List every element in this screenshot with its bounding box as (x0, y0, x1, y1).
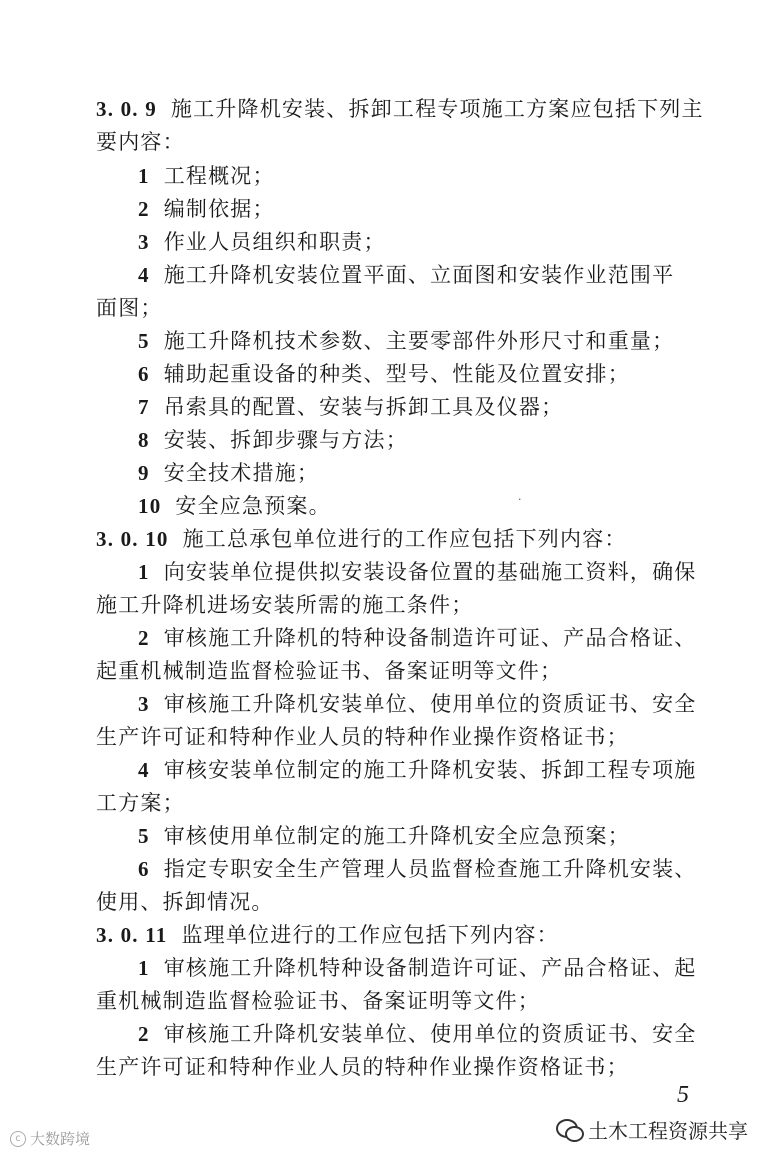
item-text: 编制依据； (163, 197, 275, 221)
list-item (138, 230, 718, 254)
item-text: 审核施工升降机的特种设备制造许可证、产品合格证、 (163, 626, 697, 650)
list-item-continuation (96, 593, 716, 617)
item-number: 9 (138, 461, 150, 485)
item-number: 8 (138, 428, 150, 452)
item-number: 1 (138, 956, 150, 980)
item-number: 1 (138, 164, 150, 188)
item-text: 施工升降机安装位置平面、立面图和安装作业范围平 (163, 263, 675, 287)
item-number: 5 (138, 329, 150, 353)
list-item (138, 692, 718, 716)
item-text: 作业人员组织和职责； (163, 230, 386, 254)
list-item (138, 461, 718, 485)
scan-speck: · (518, 493, 522, 506)
item-text: 指定专职安全生产管理人员监督检查施工升降机安装、 (163, 857, 697, 881)
clause-3-0-9-line-1 (96, 97, 716, 121)
item-text: 施工升降机技术参数、主要零部件外形尺寸和重量； (163, 329, 675, 353)
item-number: 5 (138, 824, 150, 848)
item-text: 工方案； (96, 791, 185, 815)
list-item (138, 956, 718, 980)
item-number: 2 (138, 626, 150, 650)
clause-text: 要内容： (96, 130, 185, 154)
item-text: 安全应急预案。 (175, 494, 331, 518)
list-item-continuation (96, 989, 716, 1013)
clause-number: 3. 0. 10 (96, 527, 169, 551)
list-item (138, 494, 718, 518)
item-text: 面图； (96, 296, 163, 320)
list-item (138, 197, 718, 221)
item-number: 10 (138, 494, 162, 518)
list-item-continuation (96, 725, 716, 749)
watermark-text: 大数跨境 (30, 1130, 91, 1148)
list-item (138, 758, 718, 782)
clause-3-0-10-line-1 (96, 527, 716, 551)
wechat-watermark (556, 1115, 748, 1144)
item-text: 审核使用单位制定的施工升降机安全应急预案； (163, 824, 630, 848)
list-item (138, 164, 718, 188)
list-item (138, 395, 718, 419)
list-item-continuation (96, 659, 716, 683)
list-item (138, 263, 718, 287)
item-text: 生产许可证和特种作业人员的特种作业操作资格证书； (96, 1055, 629, 1079)
item-number: 6 (138, 857, 150, 881)
list-item-continuation (96, 890, 716, 914)
item-number: 3 (138, 692, 150, 716)
watermark-text: 土木工程资源共享 (588, 1119, 748, 1143)
clause-number: 3. 0. 9 (96, 97, 157, 121)
item-text: 向安装单位提供拟安装设备位置的基础施工资料，确保 (163, 560, 697, 584)
list-item (138, 560, 718, 584)
item-number: 4 (138, 263, 150, 287)
item-number: 2 (138, 197, 150, 221)
item-text: 审核安装单位制定的施工升降机安装、拆卸工程专项施 (163, 758, 697, 782)
item-text: 施工升降机进场安装所需的施工条件； (96, 593, 474, 617)
list-item-continuation (96, 791, 716, 815)
item-number: 1 (138, 560, 150, 584)
item-text: 安全技术措施； (163, 461, 320, 485)
item-number: 7 (138, 395, 150, 419)
list-item (138, 857, 718, 881)
item-number: 3 (138, 230, 150, 254)
clause-text: 施工升降机安装、拆卸工程专项施工方案应包括下列主 (170, 97, 704, 121)
clause-text: 监理单位进行的工作应包括下列内容： (181, 923, 559, 947)
clause-3-0-9-line-2 (96, 130, 716, 154)
item-text: 吊索具的配置、安装与拆卸工具及仪器； (163, 395, 564, 419)
copyright-icon: c (10, 1131, 26, 1147)
item-text: 生产许可证和特种作业人员的特种作业操作资格证书； (96, 725, 629, 749)
source-watermark (10, 1128, 90, 1149)
item-text: 安装、拆卸步骤与方法； (163, 428, 408, 452)
item-number: 6 (138, 362, 150, 386)
list-item (138, 1022, 718, 1046)
list-item (138, 428, 718, 452)
item-text: 审核施工升降机安装单位、使用单位的资质证书、安全 (163, 692, 697, 716)
list-item (138, 329, 718, 353)
list-item-continuation (96, 296, 716, 320)
list-item (138, 362, 718, 386)
item-number: 4 (138, 758, 150, 782)
item-text: 重机械制造监督检验证书、备案证明等文件； (96, 989, 540, 1013)
clause-text: 施工总承包单位进行的工作应包括下列内容： (182, 527, 627, 551)
item-number: 2 (138, 1022, 150, 1046)
item-text: 辅助起重设备的种类、型号、性能及位置安排； (163, 362, 630, 386)
clause-3-0-11-line-1 (96, 923, 716, 947)
item-text: 起重机械制造监督检验证书、备案证明等文件； (96, 659, 563, 683)
clause-number: 3. 0. 11 (96, 923, 168, 947)
item-text: 审核施工升降机安装单位、使用单位的资质证书、安全 (163, 1022, 697, 1046)
item-text: 工程概况； (163, 164, 275, 188)
list-item-continuation (96, 1055, 716, 1079)
wechat-icon (556, 1119, 582, 1141)
list-item (138, 626, 718, 650)
item-text: 使用、拆卸情况。 (96, 890, 274, 914)
page-number: 5 (677, 1082, 689, 1108)
list-item (138, 824, 718, 848)
item-text: 审核施工升降机特种设备制造许可证、产品合格证、起 (163, 956, 697, 980)
